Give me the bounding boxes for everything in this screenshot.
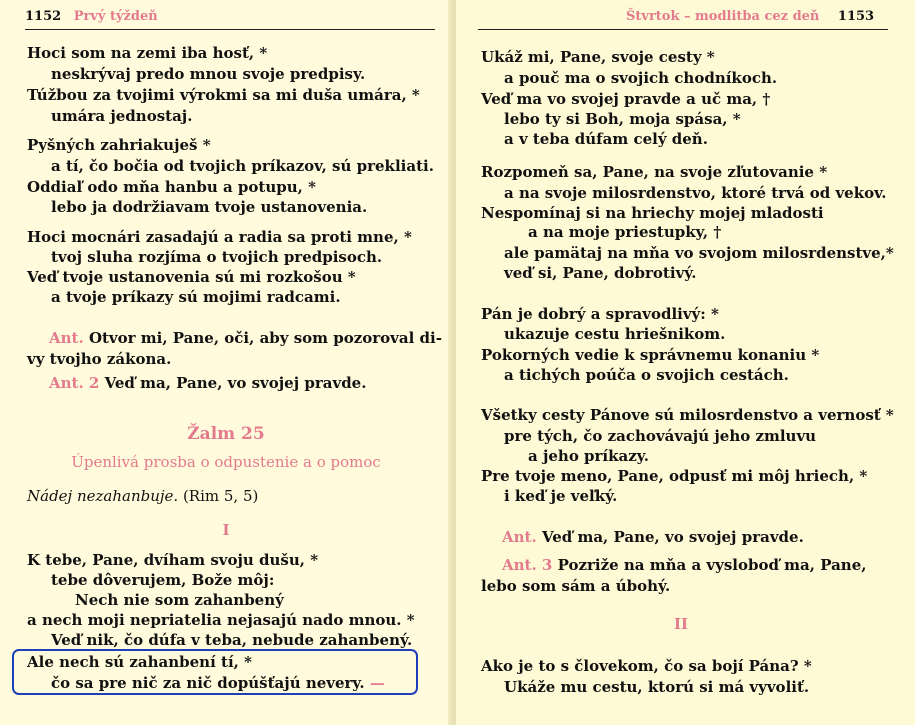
highlight-box — [12, 649, 418, 695]
verse-line: Hoci som na zemi iba hosť, * — [27, 44, 268, 62]
left-header — [25, 9, 158, 25]
verse-line: veď si, Pane, dobrotivý. — [504, 264, 697, 282]
antiphon-2 — [49, 373, 366, 393]
antiphon-text: Veď ma, Pane, vo svojej pravde. — [541, 528, 804, 546]
antiphon-text: Veď ma, Pane, vo svojej pravde. — [104, 374, 367, 392]
verse-line: Pokorných vedie k správnemu konaniu * — [481, 346, 820, 364]
dash: — — [369, 674, 385, 692]
verse-line: a tichých poúča o svojich cestách. — [504, 366, 789, 384]
verse-line: tvoj sluha rozjíma o tvojich predpisoch. — [51, 248, 383, 266]
verse-line: a jeho príkazy. — [528, 447, 649, 465]
verse-line: lebo ja dodržiavam tvoje ustanovenia. — [51, 198, 368, 216]
section-number: I — [222, 521, 230, 539]
right-page-number: 1153 — [837, 9, 875, 24]
psalm-line: K tebe, Pane, dvíham svoju dušu, * — [27, 551, 319, 569]
psalm-line: Veď nik, čo dúfa v teba, nebude zahanbený. — [51, 631, 413, 649]
right-header — [626, 9, 874, 25]
verse-line: a na moje priestupky, † — [528, 223, 722, 241]
left-running-title: Prvý týždeň — [73, 9, 158, 24]
antiphon-1 — [49, 328, 442, 348]
right-running-title: Štvrtok – modlitba cez deň — [626, 9, 820, 24]
epigraph-reference: (Rim 5, 5) — [182, 487, 259, 505]
right-header-rule — [478, 29, 888, 30]
antiphon-1-continued: vy tvojho zákona. — [27, 350, 172, 368]
psalm-line: Ukáže mu cestu, ktorú si má vyvoliť. — [504, 678, 810, 696]
psalm-line: tebe dôverujem, Bože môj: — [51, 571, 275, 589]
verse-line: a na svoje milosrdenstvo, ktoré trvá od vekov. — [504, 184, 887, 202]
psalm-line: Nech nie som zahanbený — [75, 591, 284, 609]
verse-line: ale pamätaj na mňa vo svojom milosrdenstve,* — [504, 244, 894, 262]
antiphon-text: Pozriže na mňa a vysloboď ma, Pane, — [557, 556, 867, 574]
antiphon-label: Ant. 2 — [49, 374, 100, 392]
verse-line: umára jednostaj. — [51, 107, 193, 125]
verse-line: Veď tvoje ustanovenia sú mi rozkošou * — [27, 268, 356, 286]
left-page-number: 1152 — [25, 9, 62, 24]
verse-line: Pyšných zahriakuješ * — [27, 136, 211, 154]
verse-line: Veď ma vo svojej pravde a uč ma, † — [481, 90, 771, 108]
antiphon-label: Ant. — [502, 528, 537, 546]
verse-line: Pán je dobrý a spravodlivý: * — [481, 305, 719, 323]
verse-line: ukazuje cestu hriešnikom. — [504, 325, 726, 343]
left-header-rule — [25, 29, 435, 30]
antiphon-label: Ant. 3 — [502, 556, 553, 574]
verse-line: Hoci mocnári zasadajú a radia sa proti mne, * — [27, 228, 412, 246]
psalm-line: Ako je to s človekom, čo sa bojí Pána? * — [481, 657, 812, 675]
psalm-line-text: čo sa pre nič za nič dopúšťajú nevery. — [51, 674, 365, 692]
verse-line: a tvoje príkazy sú mojimi radcami. — [51, 288, 341, 306]
antiphon-3 — [502, 555, 866, 575]
right-page — [456, 0, 915, 725]
verse-line: a pouč ma o svojich chodníkoch. — [504, 69, 778, 87]
verse-line: lebo ty si Boh, moja spása, * — [504, 110, 741, 128]
verse-line: Túžbou za tvojimi výrokmi sa mi duša umára, * — [27, 86, 420, 104]
section-number: II — [673, 615, 689, 633]
psalm-line: a nech moji nepriatelia nejasajú nado mnou. * — [27, 611, 415, 629]
verse-line: a v teba dúfam celý deň. — [504, 130, 708, 148]
verse-line: Pre tvoje meno, Pane, odpusť mi môj hriech, * — [481, 467, 868, 485]
psalm-title: Žalm 25 — [187, 424, 265, 444]
antiphon — [502, 527, 804, 547]
psalm-subtitle: Úpenlivá prosba o odpustenie a o pomoc — [71, 453, 381, 471]
verse-line: Ukáž mi, Pane, svoje cesty * — [481, 48, 715, 66]
antiphon-label: Ant. — [49, 329, 84, 347]
verse-line: a tí, čo bočia od tvojich príkazov, sú prekliati. — [51, 157, 434, 175]
antiphon-3-continued: lebo som sám a úbohý. — [481, 577, 671, 595]
epigraph — [27, 486, 258, 506]
verse-line: Všetky cesty Pánove sú milosrdenstvo a vernosť * — [481, 406, 894, 424]
verse-line: pre tých, čo zachovávajú jeho zmluvu — [504, 427, 817, 445]
left-page — [0, 0, 452, 725]
epigraph-text: Nádej nezahanbuje. — [27, 487, 179, 505]
verse-line: Rozpomeň sa, Pane, na svoje zľutovanie * — [481, 163, 828, 181]
verse-line: Nespomínaj si na hriechy mojej mladosti — [481, 204, 824, 222]
verse-line: neskrývaj predo mnou svoje predpisy. — [51, 65, 366, 83]
antiphon-text: Otvor mi, Pane, oči, aby som pozoroval di- — [88, 329, 442, 347]
verse-line: i keď je veľký. — [504, 487, 618, 505]
psalm-line: Ale nech sú zahanbení tí, * — [27, 653, 252, 671]
verse-line: Oddiaľ odo mňa hanbu a potupu, * — [27, 178, 316, 196]
